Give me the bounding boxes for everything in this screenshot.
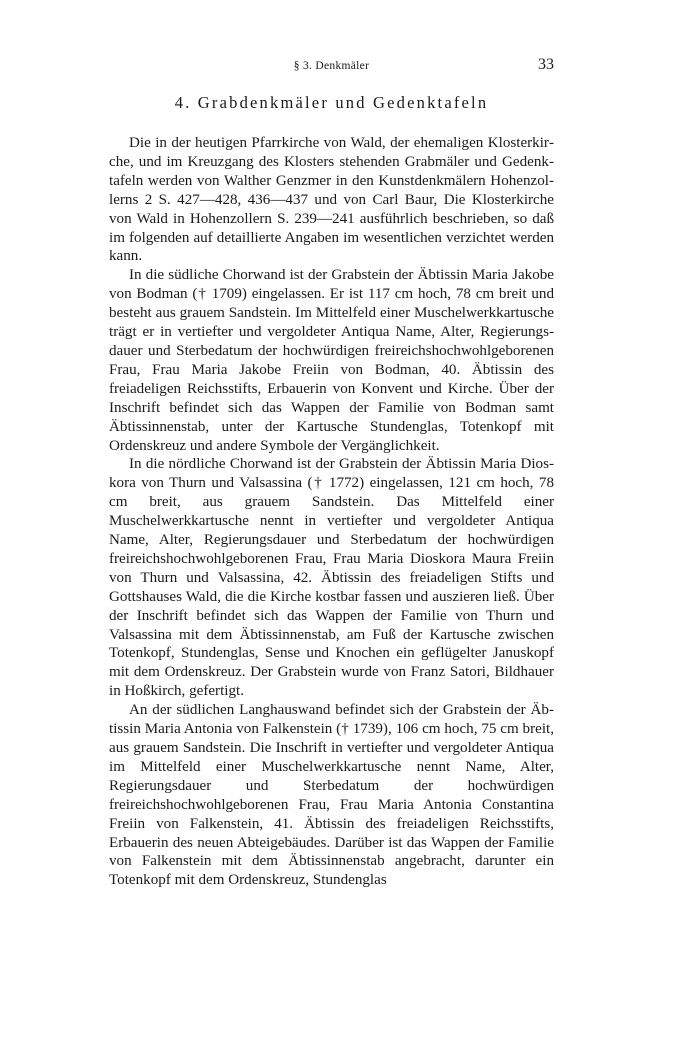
page-number: 33 — [538, 56, 554, 73]
running-header — [109, 56, 554, 76]
section-label: § 3. Denkmäler — [293, 60, 370, 72]
paragraph-3: In die nördliche Chorwand ist der Grabstein der Äbtissin Maria Dioskora von Thurn und Valsassina († 1772) eingelassen, 121 cm hoch, 78 cm breit, aus grauem Sandstein. Das Mittelfeld einer Muschelwerkkartusche nennt in vertiefter und vergoldeter Antiqua Name, Alter, Regierungsdauer und Sterbedatum der hochwürdigen freireichshochwohlgeborenen Frau, Frau Maria Dioskora Maura Freiin von Thurn und Valsassina, 42. Äbtissin des freiadeligen Stifts und Gottshauses Wald, die die Kirche kostbar fassen und auszieren ließ. Über der Inschrift befindet sich das Wappen der Familie von Thurn und Valsassina mit dem Äbtissinnenstab, am Fuß der Kartusche zwischen Totenkopf, Stundenglas, Sense und Knochen ein geflügelter Januskopf mit dem Ordenskreuz. Der Grabstein wurde von Franz Satori, Bildhauer in Hoßkirch, gefertigt. — [109, 456, 554, 700]
body-text — [109, 134, 554, 890]
chapter-title: 4. Grabdenkmäler und Gedenktafeln — [174, 93, 489, 112]
paragraph-1: Die in der heutigen Pfarrkirche von Wald, der ehemaligen Klosterkirche, und im Kreuzgang des Klosters stehenden Grabmäler und Gedenktafeln werden von Walther Genzmer in den Kunstdenkmälern Hohenzollerns 2 S. 427—428, 436—437 und von Carl Baur, Die Klosterkirche von Wald in Hohenzollern S. 239—241 ausführlich beschrieben, so daß im folgenden auf detaillierte Angaben im wesentlichen verzichtet werden kann. — [109, 135, 554, 265]
paragraph-2: In die südliche Chorwand ist der Grabstein der Äbtissin Maria Jakobe von Bodman († 1709) eingelassen. Er ist 117 cm hoch, 78 cm breit und besteht aus grauem Sandstein. Im Mittelfeld einer Muschelwerkkartusche trägt er in vertiefter und vergoldeter Antiqua Name, Alter, Regierungsdauer und Sterbedatum der hochwürdigen freireichshochwohlgeborenen Frau, Frau Maria Jakobe Freiin von Bodman, 40. Äbtissin des freiadeligen Reichsstifts, Erbauerin von Konvent und Kirche. Über der Inschrift befindet sich das Wappen der Familie von Bodman samt Äbtissinnenstab, unter der Kartusche Stundenglas, Totenkopf mit Ordenskreuz und andere Symbole der Vergänglichkeit. — [109, 267, 554, 454]
paragraph-4: An der südlichen Langhauswand befindet sich der Grabstein der Äbtissin Maria Antonia von Falkenstein († 1739), 106 cm hoch, 75 cm breit, aus grauem Sandstein. Die Inschrift in vertiefter und vergoldeter Antiqua im Mittelfeld einer Muschelwerkkartusche nennt Name, Alter, Regierungsdauer und Sterbedatum der hochwürdigen freireichshochwohlgeborenen Frau, Frau Maria Antonia Constantina Freiin von Falkenstein, 41. Äbtissin des freiadeligen Reichsstifts, Erbauerin des neuen Abteigebäudes. Darüber ist das Wappen der Familie von Falkenstein mit dem Äbtissinnenstab angebracht, darunter ein Totenkopf mit dem Ordenskreuz, Stundenglas — [109, 702, 554, 889]
